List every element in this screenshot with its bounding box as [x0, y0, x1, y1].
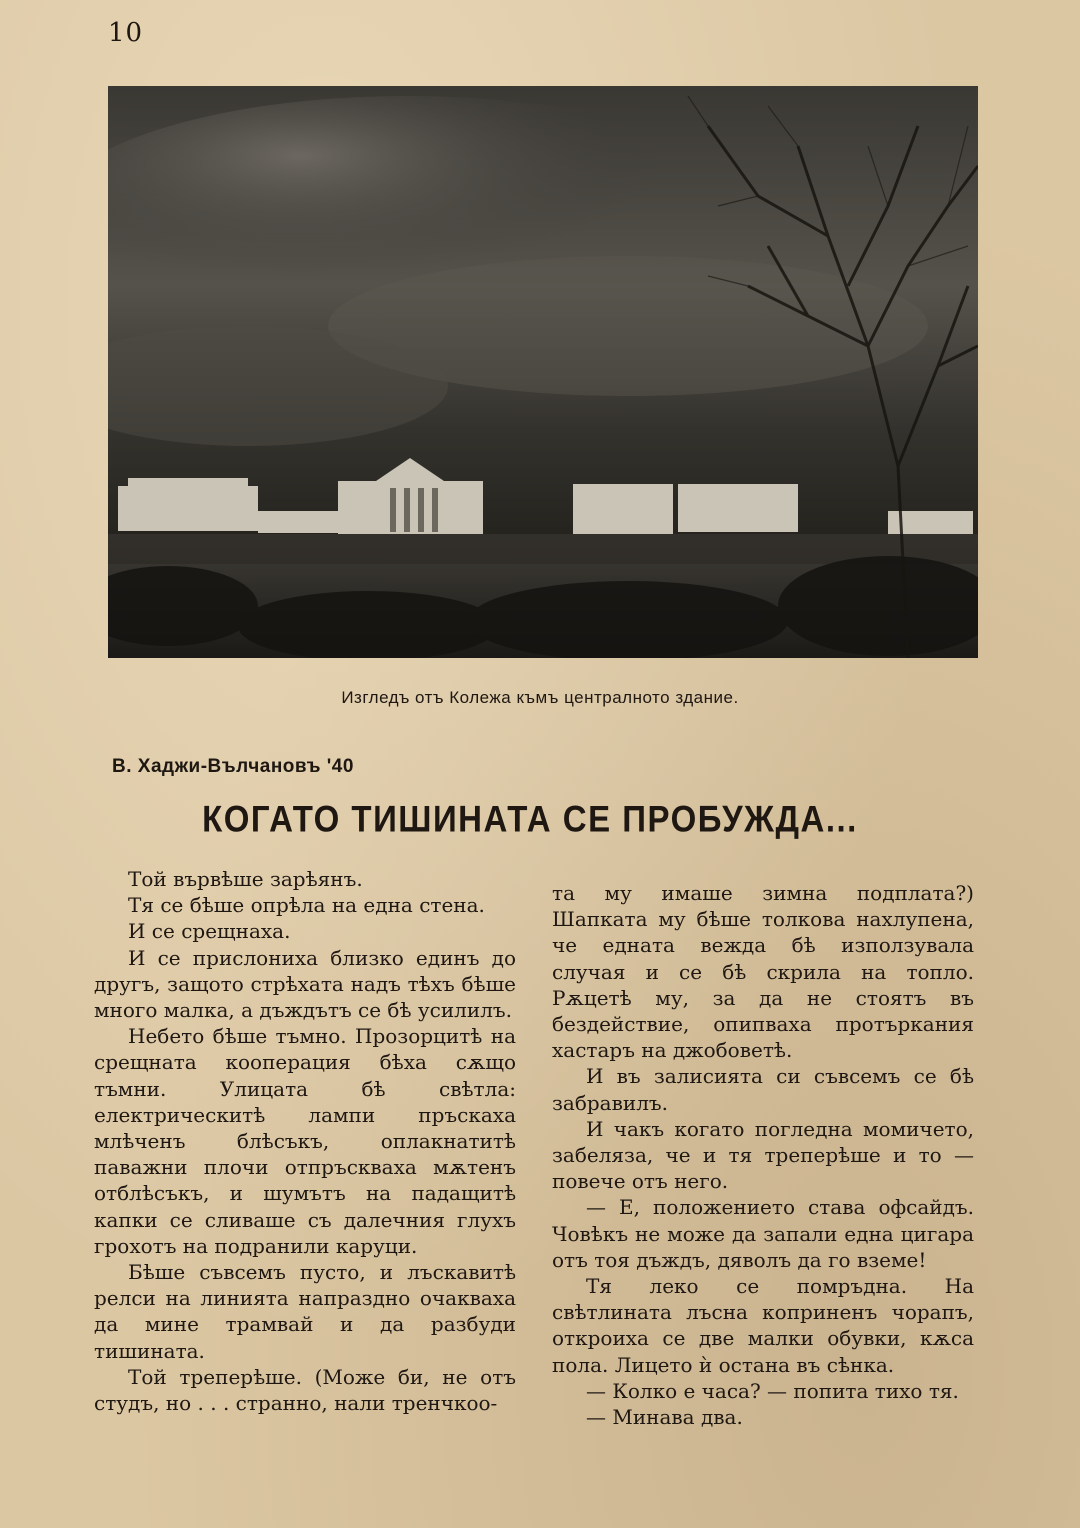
- paragraph: И въ залисията си съвсемъ се бѣ забравилъ.: [552, 1064, 974, 1115]
- page-number: 10: [108, 18, 144, 48]
- paragraph: Бѣше съвсемъ пусто, и лъскавитѣ релси на линията напраздно очакваха да мине трамвай и да разбуди тишината.: [94, 1260, 516, 1363]
- paragraph: И се срещнаха.: [128, 919, 291, 944]
- article-title: КОГАТО ТИШИНАТА СЕ ПРОБУЖДА...: [202, 797, 858, 840]
- paragraph: Небето бѣше тъмно. Прозорцитѣ на срещната кооперация бѣха сѫщо тъмни. Улицата бѣ свѣтла: електрическитѣ лампи пръскаха млѣченъ блѣсъкъ, оплакнатитѣ паважни плочи отпръскваха мѫтенъ отблѣсъкъ, и шумътъ на падащитѣ капки се сливаше съ далечния глухъ грохотъ на подранили каруци.: [94, 1024, 516, 1258]
- paragraph: Тя се бѣше опрѣла на една стена.: [128, 893, 485, 918]
- right-column: [552, 880, 974, 1430]
- paragraph: И се прислониха близко единъ до другъ, защото стрѣхата надъ тѣхъ бѣше много малка, а дъждътъ се бѣ усилилъ.: [94, 945, 516, 1023]
- paragraph: Тя леко се помръдна. На свѣтлината лъсна коприненъ чорапъ, откроиха се две малки обувки, кѫса пола. Лицето ѝ остана въ сѣнка.: [552, 1274, 974, 1377]
- college-photo: [108, 86, 978, 658]
- article-author: В. Хаджи-Вълчановъ '40: [112, 756, 354, 777]
- paragraph: — Колко е часа? — попита тихо тя.: [586, 1378, 959, 1403]
- photo-college-buildings-icon: [108, 86, 978, 658]
- paragraph: И чакъ когато погледна момичето, забеляза, че и тя треперѣше и то — повече отъ него.: [552, 1116, 974, 1194]
- paragraph: Той треперѣше. (Може би, не отъ студъ, но . . . странно, нали тренчкоо-: [94, 1364, 516, 1416]
- paragraph-continuation: та му имаше зимна подплата?) Шапката му бѣше толкова нахлупена, че едната вежда бѣ използувала случая и се бѣ скрила на топло. Рѫцетѣ му, за да не стоятъ въ бездействие, опипваха протъркания хастаръ на джобоветѣ.: [552, 881, 974, 1063]
- photo-caption: Изгледъ отъ Колежа къмъ централното здание.: [341, 688, 739, 707]
- left-column: [94, 866, 516, 1416]
- paragraph: Той вървѣше зарѣянъ.: [128, 867, 363, 891]
- paragraph: — Е, положението става офсайдъ. Човѣкъ не може да запали една цигара отъ тоя дъждъ, дяволъ да го вземе!: [552, 1195, 974, 1272]
- paragraph: — Минава два.: [586, 1405, 743, 1430]
